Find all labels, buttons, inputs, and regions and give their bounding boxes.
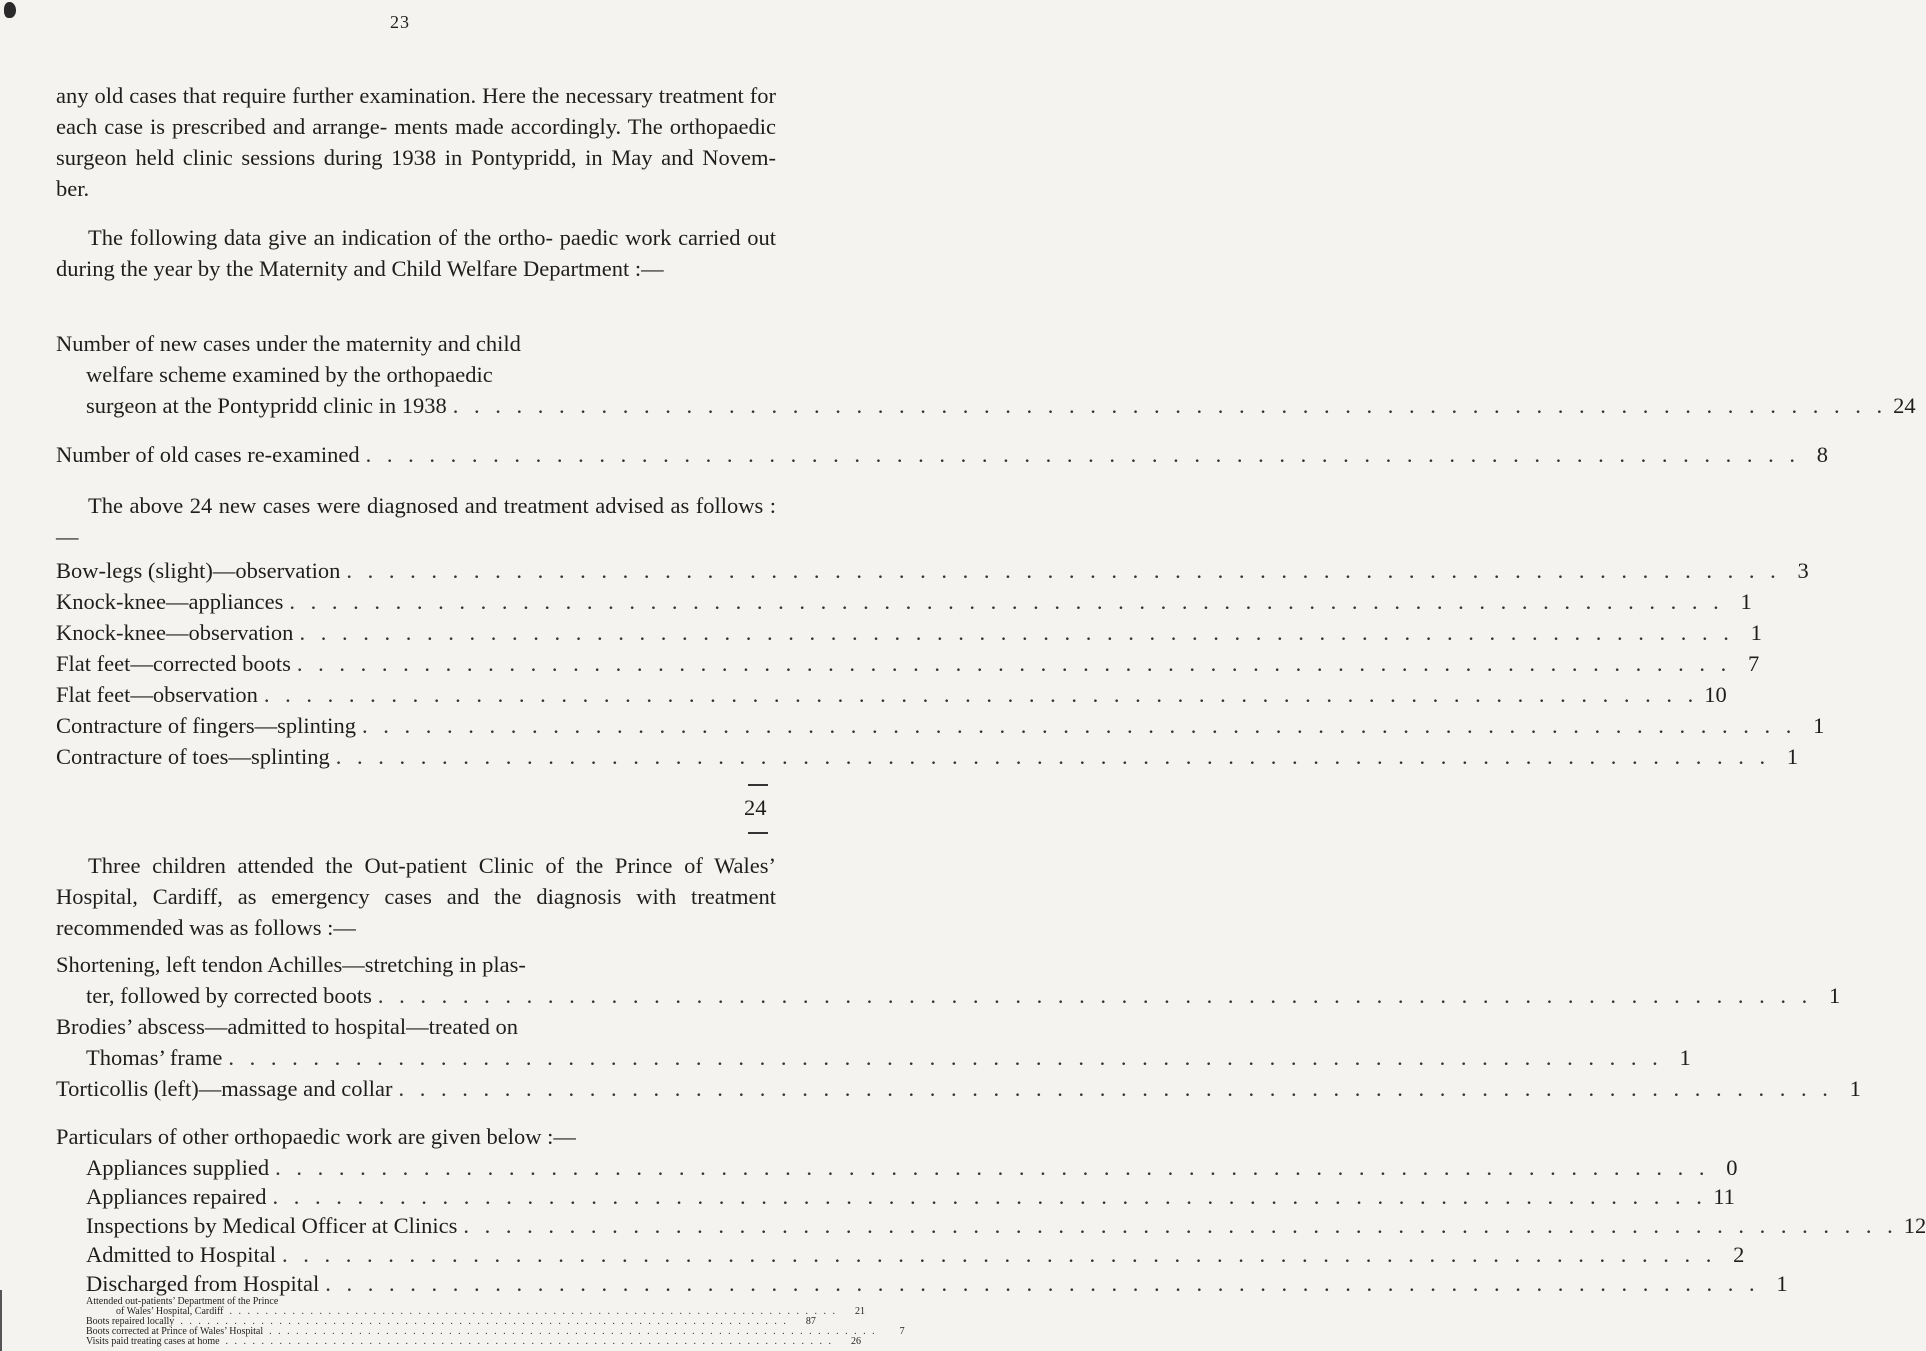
leader-dots: . . . . . . . . . . . . . . . . . . . . . . . . . . . . . . . . . . . . . . . . . . . . . . . . . . . . . . . . . . . . . . . . . . . . (377, 983, 1813, 1008)
diagnoses-total: 24 (744, 795, 767, 820)
diagnosis-value: 1 (1740, 589, 1752, 614)
emergency-2-line1: Brodies’ abscess—admitted to hospital—treated on (56, 1014, 518, 1039)
new-cases-label-line3: surgeon at the Pontypridd clinic in 1938 (86, 393, 447, 418)
diagnosis-row (56, 589, 1752, 615)
diagnosis-row (56, 558, 1809, 584)
leader-dots: . . . . . . . . . . . . . . . . . . . . . . . . . . . . . . . . . . . . . . . . . . . . . . . . . . . . . . . . . . . . . . . . . . . . (229, 1306, 838, 1317)
other-row (86, 1213, 1926, 1239)
old-cases-value: 8 (1816, 442, 1829, 467)
other-label: Admitted to Hospital (86, 1242, 276, 1267)
leader-dots: . . . . . . . . . . . . . . . . . . . . . . . . . . . . . . . . . . . . . . . . . . . . . . . . . . . . . . . . . . . . . . . . . . . . (452, 393, 1888, 418)
leader-dots: . . . . . . . . . . . . . . . . . . . . . . . . . . . . . . . . . . . . . . . . . . . . . . . . . . . . . . . . . . . . . . . . . . . . (225, 1336, 834, 1347)
other-continued (0, 1296, 905, 1351)
diagnosis-label: Flat feet—observation (56, 682, 258, 707)
other-label: Appliances supplied (86, 1155, 270, 1180)
other-attended-value: 21 (855, 1306, 866, 1317)
other-value: 2 (1733, 1242, 1745, 1267)
new-cases-row (86, 393, 1916, 419)
other-row (86, 1184, 1735, 1210)
other-row (86, 1336, 862, 1347)
other-label: Discharged from Hospital (86, 1271, 320, 1296)
diagnosis-label: Flat feet—corrected boots (56, 651, 291, 676)
emergency-row (86, 983, 1841, 1009)
other-attended-line2: of Wales’ Hospital, Cardiff (116, 1306, 224, 1317)
diagnosis-label: Knock-knee—observation (56, 620, 294, 645)
emergency-3-value: 1 (1849, 1076, 1861, 1101)
other-value: 12 (1903, 1213, 1926, 1238)
diagnosis-row (56, 713, 1825, 739)
new-cases-value: 24 (1893, 393, 1916, 418)
diagnosis-intro: The above 24 new cases were diagnosed and treatment advised as follows :— (56, 493, 776, 549)
diagnosis-row (56, 651, 1760, 677)
diagnosis-row (56, 744, 1799, 770)
diagnosis-value: 1 (1750, 620, 1762, 645)
intro-paragraph-2: The following data give an indication of the ortho- paedic work carried out during the year by the Maternity and Child Welfare Department :— (56, 225, 776, 281)
new-cases-label-line1: Number of new cases under the maternity and child (56, 331, 521, 356)
other-value: 0 (1726, 1155, 1738, 1180)
other-label: Boots repaired locally (86, 1316, 175, 1327)
other-value: 1 (1776, 1271, 1788, 1296)
diagnosis-value: 3 (1797, 558, 1809, 583)
new-cases-label-line2: welfare scheme examined by the orthopaedic (86, 362, 493, 387)
diagnosis-value: 10 (1704, 682, 1727, 707)
leader-dots: . . . . . . . . . . . . . . . . . . . . . . . . . . . . . . . . . . . . . . . . . . . . . . . . . . . . . . . . . . . . . . . . . . . . (228, 1045, 1663, 1070)
other-value: 7 (899, 1326, 905, 1337)
old-cases-label: Number of old cases re-examined (56, 442, 360, 467)
leader-dots: . . . . . . . . . . . . . . . . . . . . . . . . . . . . . . . . . . . . . . . . . . . . . . . . . . . . . . . . . . . . . . . . . . . . (299, 620, 1734, 645)
diagnosis-label: Knock-knee—appliances (56, 589, 284, 614)
other-attended-line1: Attended out-patients’ Department of the Prince (86, 1296, 279, 1307)
other-value: 11 (1713, 1184, 1735, 1209)
other-label: Appliances repaired (86, 1184, 267, 1209)
leader-dots: . . . . . . . . . . . . . . . . . . . . . . . . . . . . . . . . . . . . . . . . . . . . . . . . . . . . . . . . . . . . . . . . . . . . (275, 1155, 1710, 1180)
leader-dots: . . . . . . . . . . . . . . . . . . . . . . . . . . . . . . . . . . . . . . . . . . . . . . . . . . . . . . . . . . . . . . . . . . . . (325, 1271, 1760, 1296)
sum-rule-top (748, 784, 768, 786)
leader-dots: . . . . . . . . . . . . . . . . . . . . . . . . . . . . . . . . . . . . . . . . . . . . . . . . . . . . . . . . . . . . . . . . . . . . (263, 682, 1699, 707)
emergency-1-line1: Shortening, left tendon Achilles—stretching in plas- (56, 952, 526, 977)
diagnosis-value: 1 (1813, 713, 1825, 738)
leader-dots: . . . . . . . . . . . . . . . . . . . . . . . . . . . . . . . . . . . . . . . . . . . . . . . . . . . . . . . . . . . . . . . . . . . . (269, 1326, 877, 1337)
other-value: 26 (851, 1336, 862, 1347)
diagnosis-label: Contracture of fingers—splinting (56, 713, 356, 738)
leader-dots: . . . . . . . . . . . . . . . . . . . . . . . . . . . . . . . . . . . . . . . . . . . . . . . . . . . . . . . . . . . . . . . . . . . . (296, 651, 1732, 676)
other-value: 87 (805, 1316, 816, 1327)
leader-dots: . . . . . . . . . . . . . . . . . . . . . . . . . . . . . . . . . . . . . . . . . . . . . . . . . . . . . . . . . . . . . . . . . . . . (289, 589, 1724, 614)
diagnosis-value: 1 (1786, 744, 1799, 769)
other-label: Inspections by Medical Officer at Clinics (86, 1213, 458, 1238)
sum-rule-bottom (748, 832, 768, 834)
emergency-row (86, 1045, 1691, 1071)
emergency-intro: Three children attended the Out-patient Clinic of the Prince of Wales’ Hospital, Cardiff, as emergency cases and the diagnosis with treatment recommended was as follows :— (56, 853, 776, 940)
emergency-row (56, 1076, 1861, 1102)
emergency-1-line2: ter, followed by corrected boots (86, 983, 372, 1008)
intro-paragraph-1: any old cases that require further examination. Here the necessary treatment for each case is prescribed and arrange- ments made accordingly. The orthopaedic surgeon held clinic sessions during 1938 in Pontypridd, in May and Novem- ber. (56, 83, 776, 201)
leader-dots: . . . . . . . . . . . . . . . . . . . . . . . . . . . . . . . . . . . . . . . . . . . . . . . . . . . . . . . . . . . . . . . . . . . . (272, 1184, 1707, 1209)
leader-dots: . . . . . . . . . . . . . . . . . . . . . . . . . . . . . . . . . . . . . . . . . . . . . . . . . . . . . . . . . . . . . . . . . . . . (282, 1242, 1717, 1267)
other-label: Visits paid treating cases at home (86, 1336, 220, 1347)
diagnosis-label: Contracture of toes—splinting (56, 744, 330, 769)
emergency-1-value: 1 (1829, 983, 1841, 1008)
other-intro: Particulars of other orthopaedic work are given below :— (56, 1124, 576, 1149)
leader-dots: . . . . . . . . . . . . . . . . . . . . . . . . . . . . . . . . . . . . . . . . . . . . . . . . . . . . . . . . . . . . . . . . . . . . (361, 713, 1797, 738)
diagnosis-value: 7 (1748, 651, 1760, 676)
leader-dots: . . . . . . . . . . . . . . . . . . . . . . . . . . . . . . . . . . . . . . . . . . . . . . . . . . . . . . . . . . . . . . . . . . . . (398, 1076, 1833, 1101)
other-row (86, 1271, 1788, 1297)
page-number: 23 (390, 12, 410, 32)
diagnosis-row (56, 682, 1727, 708)
leader-dots: . . . . . . . . . . . . . . . . . . . . . . . . . . . . . . . . . . . . . . . . . . . . . . . . . . . . . . . . . . . . . . . . . . . . (335, 744, 1771, 769)
leader-dots: . . . . . . . . . . . . . . . . . . . . . . . . . . . . . . . . . . . . . . . . . . . . . . . . . . . . . . . . . . . . . . . . . . . . (180, 1316, 788, 1327)
other-row (86, 1155, 1738, 1181)
other-row (86, 1242, 1745, 1268)
leader-dots: . . . . . . . . . . . . . . . . . . . . . . . . . . . . . . . . . . . . . . . . . . . . . . . . . . . . . . . . . . . . . . . . . . . . (365, 442, 1801, 467)
emergency-2-value: 1 (1679, 1045, 1691, 1070)
page-edge-mark (0, 1290, 2, 1351)
diagnosis-row (56, 620, 1762, 646)
leader-dots: . . . . . . . . . . . . . . . . . . . . . . . . . . . . . . . . . . . . . . . . . . . . . . . . . . . . . . . . . . . . . . . . . . . . (463, 1213, 1898, 1238)
emergency-3-line1: Torticollis (left)—massage and collar (56, 1076, 393, 1101)
diagnosis-label: Bow-legs (slight)—observation (56, 558, 341, 583)
leader-dots: . . . . . . . . . . . . . . . . . . . . . . . . . . . . . . . . . . . . . . . . . . . . . . . . . . . . . . . . . . . . . . . . . . . . (346, 558, 1781, 583)
emergency-2-line2: Thomas’ frame (86, 1045, 223, 1070)
old-cases-row (56, 442, 1829, 468)
other-label: Boots corrected at Prince of Wales’ Hospital (86, 1326, 264, 1337)
